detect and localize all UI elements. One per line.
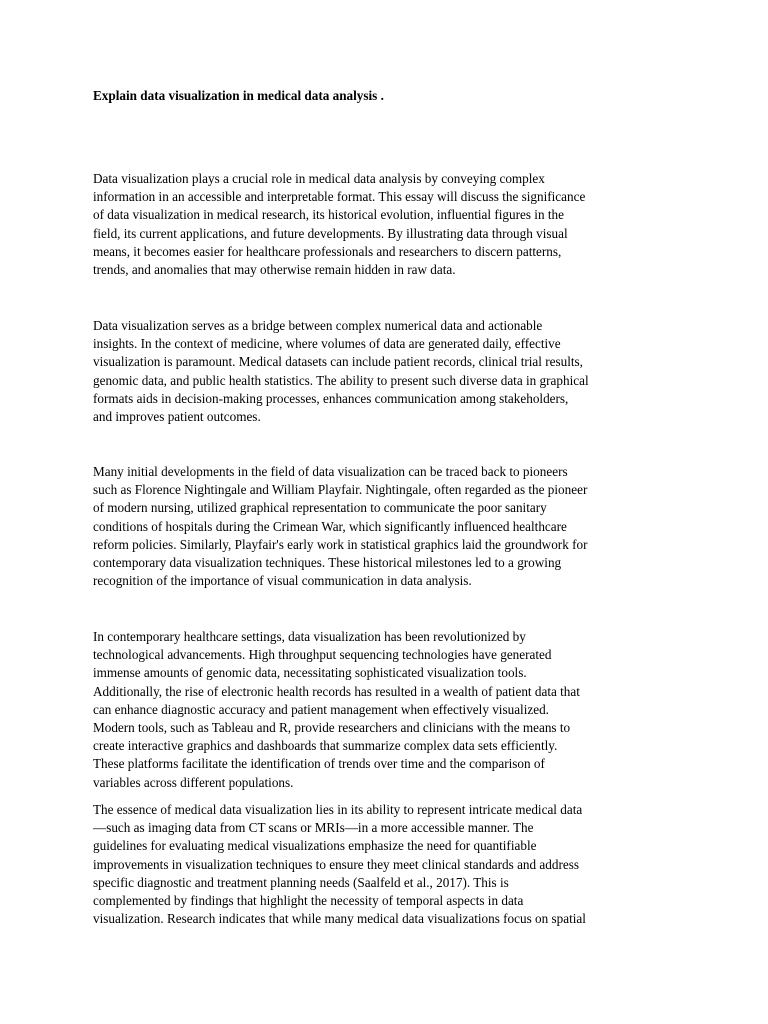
paragraph-line: Many initial developments in the field of data visualization can be traced back to pioneers [93,464,568,479]
paragraph-line: formats aids in decision-making processes, enhances communication among stakeholders, [93,390,569,406]
paragraph-introduction [93,170,693,279]
paragraph-line: Additionally, the rise of electronic health records has resulted in a wealth of patient data that [93,683,580,699]
paragraph-line: insights. In the context of medicine, where volumes of data are generated daily, effective [93,336,561,352]
paragraph-line: conditions of hospitals during the Crimean War, which significantly influenced healthcare [93,518,567,534]
paragraph-line: improvements in visualization techniques to ensure they meet clinical standards and address [93,856,579,872]
paragraph-line: specific diagnostic and treatment planning needs (Saalfeld et al., 2017). This is [93,874,509,890]
paragraph-line: trends, and anomalies that may otherwise remain hidden in raw data. [93,261,456,277]
paragraph-contemporary [93,628,693,792]
paragraph-line: reform policies. Similarly, Playfair's early work in statistical graphics laid the groundwork for [93,536,588,552]
paragraph-essence [93,801,693,928]
paragraph-line: can enhance diagnostic accuracy and patient management when effectively visualized. [93,701,549,717]
paragraph-line: field, its current applications, and future developments. By illustrating data through visual [93,225,568,241]
paragraph-line: variables across different populations. [93,774,294,790]
paragraph-line: In contemporary healthcare settings, data visualization has been revolutionized by [93,629,526,644]
paragraph-line: visualization is paramount. Medical datasets can include patient records, clinical trial results, [93,354,583,370]
paragraph-line: information in an accessible and interpretable format. This essay will discuss the significance [93,189,586,205]
paragraph-history [93,463,693,590]
paragraph-line: guidelines for evaluating medical visualizations emphasize the need for quantifiable [93,838,537,854]
paragraph-line: genomic data, and public health statistics. The ability to present such diverse data in graphical [93,372,589,388]
paragraph-line: Modern tools, such as Tableau and R, provide researchers and clinicians with the means to [93,719,571,735]
paragraph-line: create interactive graphics and dashboards that summarize complex data sets efficiently. [93,738,558,754]
paragraph-line: such as Florence Nightingale and William Playfair. Nightingale, often regarded as the pioneer [93,482,588,498]
paragraph-line: complemented by findings that highlight the necessity of temporal aspects in data [93,892,524,908]
paragraph-line: of data visualization in medical research, its historical evolution, influential figures in the [93,207,564,223]
paragraph-line: immense amounts of genomic data, necessitating sophisticated visualization tools. [93,665,527,681]
paragraph-line: contemporary data visualization techniques. These historical milestones led to a growing [93,554,562,570]
paragraph-line: The essence of medical data visualization lies in its ability to represent intricate medical data [93,802,583,817]
paragraph-line: of modern nursing, utilized graphical representation to communicate the poor sanitary [93,500,547,516]
paragraph-line: visualization. Research indicates that while many medical data visualizations focus on spatial [93,911,586,927]
document-title: Explain data visualization in medical data analysis . [93,88,384,103]
paragraph-line: means, it becomes easier for healthcare professionals and researchers to discern patterns, [93,243,562,259]
paragraph-line: Data visualization plays a crucial role in medical data analysis by conveying complex [93,171,545,186]
paragraph-line: Data visualization serves as a bridge between complex numerical data and actionable [93,318,543,333]
paragraph-line: —such as imaging data from CT scans or MRIs—in a more accessible manner. The [93,820,534,836]
paragraph-line: These platforms facilitate the identification of trends over time and the comparison of [93,756,545,772]
paragraph-line: technological advancements. High throughput sequencing technologies have generated [93,647,552,663]
paragraph-line: and improves patient outcomes. [93,408,261,424]
paragraph-bridge [93,317,693,426]
paragraph-line: recognition of the importance of visual communication in data analysis. [93,573,472,589]
